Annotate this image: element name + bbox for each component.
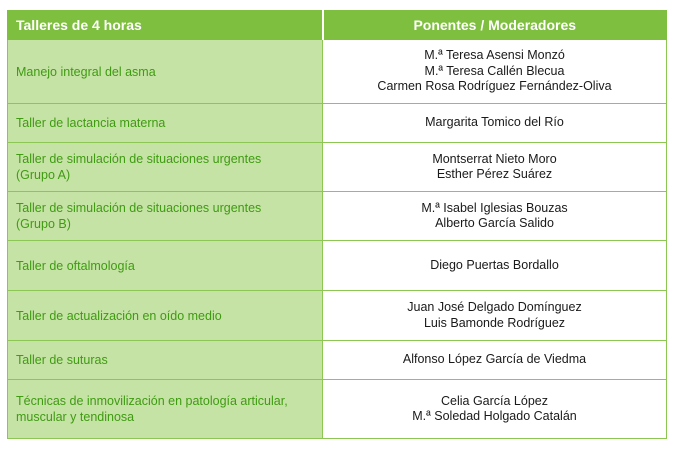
speaker-name: M.ª Teresa Asensi Monzó <box>424 48 565 63</box>
workshop-cell <box>8 291 323 341</box>
header-speakers: Ponentes / Moderadores <box>323 11 667 40</box>
table-row <box>8 291 667 341</box>
workshop-name-line: Taller de simulación de situaciones urgentes <box>16 152 262 166</box>
workshop-cell <box>8 143 323 192</box>
speaker-name: Diego Puertas Bordallo <box>430 257 559 272</box>
speaker-name: M.ª Isabel Iglesias Bouzas <box>421 200 568 215</box>
speaker-name: Carmen Rosa Rodríguez Fernández-Oliva <box>377 79 612 94</box>
workshop-cell <box>8 40 323 104</box>
workshop-name-line: Taller de simulación de situaciones urgentes <box>16 201 262 215</box>
workshop-name-line: Taller de oftalmología <box>16 258 135 273</box>
workshop-name-line: Manejo integral del asma <box>16 64 156 79</box>
speakers-cell <box>323 192 667 241</box>
speaker-name: Margarita Tomico del Río <box>425 115 564 130</box>
table-row <box>8 380 667 439</box>
table-header-row <box>8 11 667 40</box>
workshop-cell <box>8 192 323 241</box>
speaker-name: Luis Bamonde Rodríguez <box>423 315 566 330</box>
workshops-table <box>7 10 667 439</box>
workshop-cell <box>8 241 323 291</box>
speakers-cell <box>323 143 667 192</box>
speaker-name: M.ª Teresa Callén Blecua <box>424 63 565 78</box>
workshop-name-line: Técnicas de inmovilización en patología articular, <box>16 394 288 408</box>
table-row <box>8 143 667 192</box>
workshop-cell <box>8 341 323 380</box>
table-row <box>8 341 667 380</box>
workshop-cell <box>8 380 323 439</box>
workshops-table-container <box>7 10 666 439</box>
workshop-name-line: (Grupo B) <box>16 217 71 231</box>
workshop-name-line: muscular y tendinosa <box>16 410 135 424</box>
speaker-name: Juan José Delgado Domínguez <box>407 300 582 314</box>
speakers-cell <box>323 341 667 380</box>
speakers-cell <box>323 380 667 439</box>
table-row <box>8 40 667 104</box>
table-row <box>8 104 667 143</box>
speakers-cell <box>323 40 667 104</box>
workshop-name-line: (Grupo A) <box>16 168 71 182</box>
speaker-name: Alberto García Salido <box>435 216 554 230</box>
speaker-name: Montserrat Nieto Moro <box>432 151 557 166</box>
table-row <box>8 192 667 241</box>
speakers-cell <box>323 104 667 143</box>
workshop-cell <box>8 104 323 143</box>
table-row <box>8 241 667 291</box>
speaker-name: Esther Pérez Suárez <box>436 167 553 181</box>
header-workshops: Talleres de 4 horas <box>8 11 323 40</box>
speaker-name: Celia García López <box>440 393 548 408</box>
workshop-name-line: Taller de actualización en oído medio <box>16 308 222 323</box>
speakers-cell <box>323 241 667 291</box>
workshop-name-line: Taller de lactancia materna <box>16 116 166 130</box>
speaker-name: M.ª Soledad Holgado Catalán <box>412 409 577 423</box>
speakers-cell <box>323 291 667 341</box>
speaker-name: Alfonso López García de Viedma <box>402 352 587 367</box>
workshop-name-line: Taller de suturas <box>16 353 108 367</box>
